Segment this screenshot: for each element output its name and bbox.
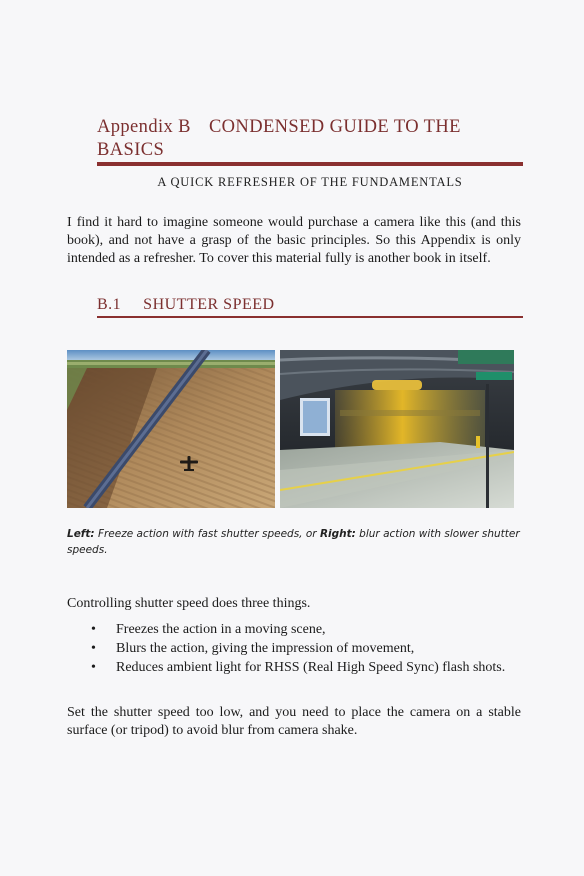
bullet-text: Freezes the action in a moving scene, (116, 622, 326, 637)
chapter-number: Appendix B (97, 117, 191, 137)
caption-left-label: Left: (67, 528, 95, 540)
section-heading (97, 296, 523, 314)
section-title: SHUTTER SPEED (143, 296, 275, 313)
subway-train-image (280, 350, 514, 508)
list-item (67, 659, 521, 677)
bullet-icon: • (91, 660, 96, 675)
bullet-text: Reduces ambient light for RHSS (Real High Speed Sync) flash shots. (116, 660, 506, 675)
caption-right-label: Right: (319, 528, 356, 540)
bullet-list (67, 621, 521, 678)
bullet-icon: • (91, 622, 96, 637)
chapter-title: CONDENSED GUIDE TO THE BASICS (97, 117, 461, 160)
chapter-divider (97, 162, 523, 166)
aerial-field-image (67, 350, 275, 508)
list-item (67, 640, 521, 658)
bullet-icon: • (91, 641, 96, 656)
section-number: B.1 (97, 296, 122, 313)
photo-aerial-field (67, 350, 275, 508)
bullet-text: Blurs the action, giving the impression of movement, (116, 641, 415, 656)
caption-left-text: Freeze action with fast shutter speeds, or (94, 528, 320, 540)
chapter-subtitle: A QUICK REFRESHER OF THE FUNDAMENTALS (157, 175, 463, 189)
lead-paragraph: Controlling shutter speed does three things. (67, 596, 311, 611)
closing-paragraph: Set the shutter speed too low, and you need to place the camera on a stable surface (or tripod) to avoid blur from camera shake. (67, 705, 521, 738)
figure-caption (67, 526, 525, 558)
photo-subway-train (280, 350, 514, 508)
list-item (67, 621, 521, 639)
intro-paragraph: I find it hard to imagine someone would purchase a camera like this (and this book), and not have a grasp of the basic principles. So this Appendix is only intended as a refresher. To cover this material fully is another book in itself. (67, 215, 521, 266)
section-divider (97, 316, 523, 318)
chapter-heading (97, 116, 527, 162)
caption-right-text: blur action with slower shutter speeds. (67, 528, 520, 556)
